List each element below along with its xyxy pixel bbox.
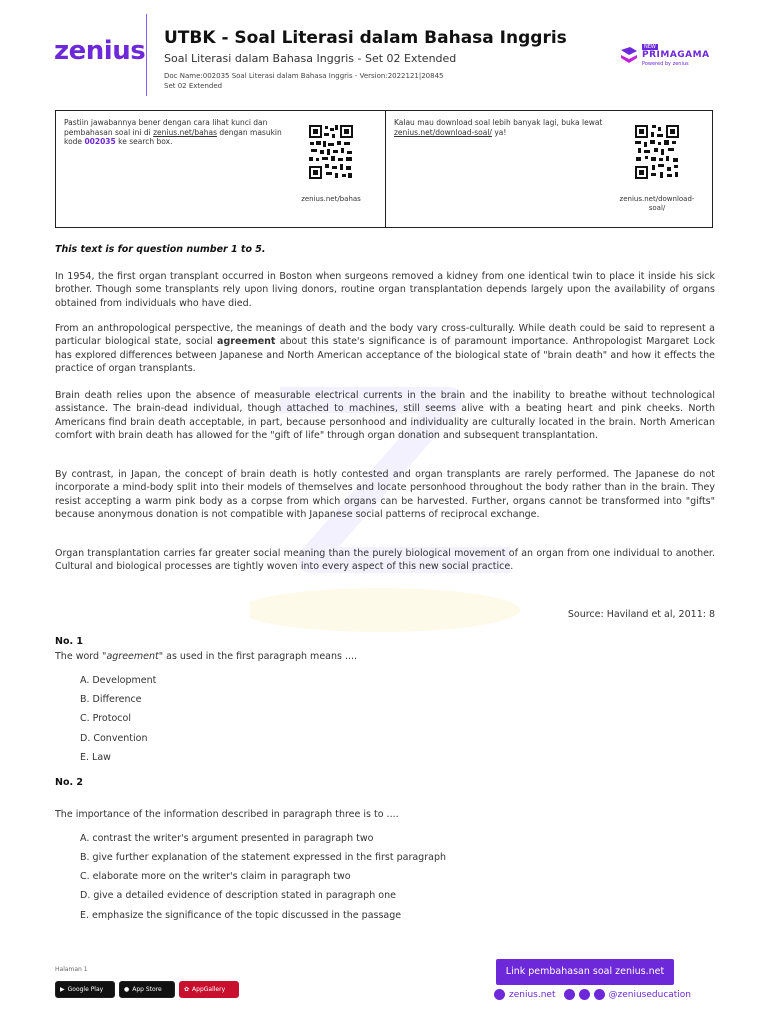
question-2-option-c[interactable]: C. elaborate more on the writer's claim in paragraph two: [80, 871, 351, 882]
paragraph-2-text-1: From an anthropological perspective, the meanings of death and the body vary cross-culturally. While death could be said to represent a particular biological state, social: [55, 323, 715, 348]
question-1-keyword: agreement: [106, 651, 159, 662]
social-links: [494, 989, 691, 1000]
paragraph-3: Brain death relies upon the absence of measurable electrical currents in the brain and the inability to breathe without technological assistance. The brain-dead individual, though attached to machines, still seems alive with a beating heart and pink cheeks. North Americans find brain death acceptable, in part, because personhood and individuality are culturally located in the brain. North American comfort with brain death has allowed for the "gift of life" through organ donation and subsequent transplantation.: [55, 390, 715, 442]
passage-intro: This text is for question number 1 to 5.: [55, 244, 266, 255]
primagama-mark-icon: [620, 46, 638, 64]
link-pembahasan-button[interactable]: Link pembahasan soal zenius.net: [496, 959, 674, 985]
google-play-badge[interactable]: [55, 981, 115, 998]
question-2-option-e[interactable]: E. emphasize the significance of the topic discussed in the passage: [80, 910, 402, 921]
bahas-link[interactable]: zenius.net/bahas: [153, 127, 218, 137]
paragraph-4: By contrast, in Japan, the concept of brain death is hotly contested and organ transplants are rarely performed. The Japanese do not incorporate a mind-body split into their models of themselves and locate personhood throughout the body rather than in the brain. They resist accepting a warm pink body as a corpse from which organs can be harvested. Further, organs cannot be transformed into "gifts" because anonymous donation is not compatible with Japanese social patterns of reciprocal exchange.: [55, 469, 715, 521]
question-1-text-2: " as used in the first paragraph means ....: [158, 651, 358, 662]
question-2-number: No. 2: [55, 777, 84, 788]
question-1-option-c[interactable]: C. Protocol: [80, 713, 131, 724]
question-2-option-d[interactable]: D. give a detailed evidence of description stated in paragraph one: [80, 890, 396, 901]
zenius-logo: zenius: [54, 36, 146, 66]
qr-left-text-3: ke search box.: [115, 137, 173, 146]
question-1-option-e[interactable]: E. Law: [80, 752, 111, 763]
doc-title: UTBK - Soal Literasi dalam Bahasa Inggris: [164, 28, 567, 48]
app-gallery-badge[interactable]: [179, 981, 239, 998]
google-play-icon: ▶: [60, 986, 65, 993]
question-1-option-a[interactable]: A. Development: [80, 675, 157, 686]
paragraph-2: [55, 322, 715, 376]
youtube-icon[interactable]: [579, 989, 590, 1000]
search-code: 002035: [84, 137, 116, 146]
app-store-badge[interactable]: [119, 981, 175, 998]
doc-subtitle: Soal Literasi dalam Bahasa Inggris - Set 02 Extended: [164, 52, 457, 65]
qr-caption-download: zenius.net/download-soal/: [619, 195, 695, 212]
globe-icon: [494, 989, 505, 1000]
qr-right-text: [394, 118, 604, 137]
twitter-icon[interactable]: [594, 989, 605, 1000]
doc-meta-line1: Doc Name:002035 Soal Literasi dalam Bahasa Inggris - Version:2022121|20845: [164, 72, 444, 80]
doc-meta-line2: Set 02 Extended: [164, 82, 223, 90]
header-divider: [146, 14, 147, 96]
qr-right-text-1: Kalau mau download soal lebih banyak lagi, buka lewat: [394, 118, 603, 127]
primagama-tag: NEW: [644, 44, 656, 50]
paragraph-1: In 1954, the first organ transplant occurred in Boston when surgeons removed a kidney from one identical twin to place it inside his sick brother. Though some transplants rely upon living donors, routine organ transplantation depends largely upon the availability of organs obtained from individuals who have died.: [55, 271, 715, 309]
download-soal-link[interactable]: zenius.net/download-soal/: [394, 127, 492, 137]
question-1-number: No. 1: [55, 636, 84, 647]
instagram-icon[interactable]: [564, 989, 575, 1000]
google-play-label: Google Play: [67, 986, 104, 993]
app-store-label: App Store: [132, 986, 162, 993]
paragraph-2-keyword: agreement: [217, 336, 276, 348]
qr-left-text-2: dengan masukin kode: [64, 127, 282, 146]
qr-code-download-icon[interactable]: [634, 124, 680, 180]
qr-right-text-2: ya!: [491, 127, 507, 137]
paragraph-5: Organ transplantation carries far greater social meaning than the purely biological movement of an organ from one individual to another. Cultural and biological processes are tightly woven into every aspect of this new social practice.: [55, 548, 715, 573]
paragraph-2-text-2: about this state's significance is of paramount importance. Anthropologist Margaret Lock has explored differences between Japanese and North American acceptance of the biological state of "brain death" and how it effects the practice of organ transplants.: [55, 336, 715, 375]
question-1-text-1: The word ": [55, 651, 107, 662]
question-2-option-a[interactable]: A. contrast the writer's argument presented in paragraph two: [80, 833, 374, 844]
primagama-by: Powered by zenius: [642, 61, 689, 67]
doc-meta: [164, 71, 544, 91]
passage-source: Source: Haviland et al, 2011: 8: [567, 609, 715, 620]
question-1-text: [55, 651, 357, 662]
question-1-option-b[interactable]: B. Difference: [80, 694, 142, 705]
page-number: Halaman 1: [55, 966, 88, 973]
question-2-option-b[interactable]: B. give further explanation of the statement expressed in the first paragraph: [80, 852, 446, 863]
qr-code-bahas-icon[interactable]: [308, 124, 354, 180]
qr-left-text-1: Pastiin jawabannya bener dengan cara lihat kunci dan pembahasan soal ini di: [64, 118, 268, 137]
qr-left-text: [64, 118, 284, 147]
huawei-icon: ✿: [184, 986, 190, 993]
qr-caption-bahas: zenius.net/bahas: [301, 195, 361, 203]
apple-icon: ●: [124, 986, 130, 993]
qr-box-divider: [385, 110, 386, 228]
social-handle[interactable]: @zeniuseducation: [608, 989, 692, 1000]
site-link[interactable]: zenius.net: [509, 989, 556, 1000]
question-2-text: The importance of the information described in paragraph three is to ....: [55, 809, 399, 820]
question-1-option-d[interactable]: D. Convention: [80, 733, 148, 744]
primagama-name: PRIMAGAMA: [642, 50, 710, 60]
app-gallery-label: AppGallery: [192, 986, 226, 993]
